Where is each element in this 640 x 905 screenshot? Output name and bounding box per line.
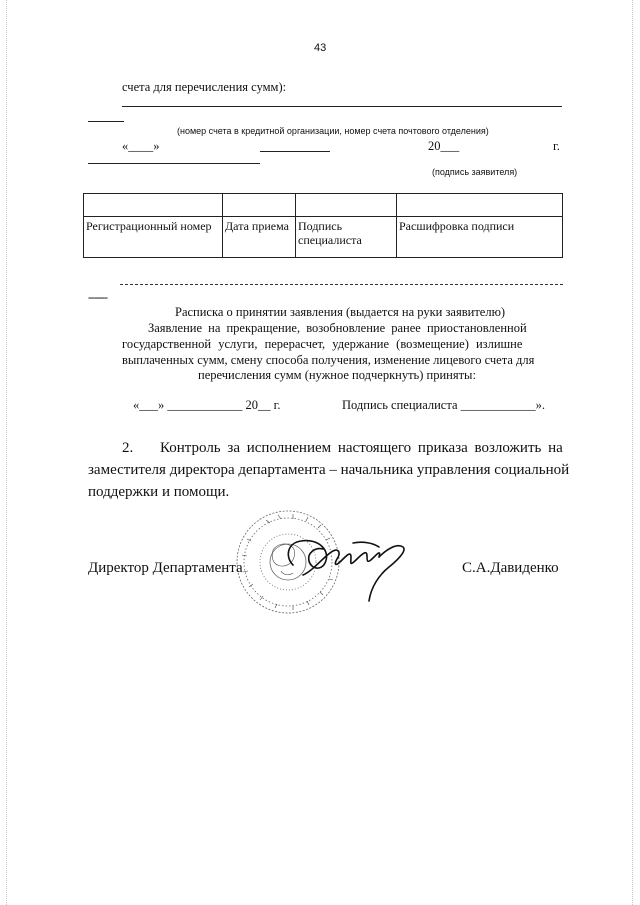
official-seal-stamp	[233, 505, 433, 620]
receipt-line-4: перечисления сумм (нужное подчеркнуть) приняты:	[198, 368, 476, 382]
page-number: 43	[314, 42, 327, 54]
table-row	[84, 194, 563, 217]
cut-line	[120, 284, 563, 285]
scan-edge-left	[6, 0, 7, 905]
year-prefix: 20___	[428, 139, 460, 153]
receipt-line-3: выплаченных сумм, смену способа получения, изменение лицевого счета для	[122, 353, 535, 367]
date-open: «____»	[122, 139, 160, 153]
receipt-line-2: государственной услуги, перерасчет, удержание (возмещение) излишне	[122, 337, 523, 351]
header-registration-number: Регистрационный номер	[84, 217, 223, 258]
clause-line-1: Контроль за исполнением настоящего приказа возложить на	[160, 440, 563, 456]
account-caption: (номер счета в кредитной организации, номер счета почтового отделения)	[177, 126, 489, 136]
receipt-date-line: «___» ____________ 20__ г.	[133, 398, 281, 412]
header-specialist-signature: Подпись специалиста	[296, 217, 397, 258]
clause-line-3: поддержки и помощи.	[88, 484, 230, 500]
director-name: С.А.Давиденко	[462, 560, 559, 576]
signature-caption: (подпись заявителя)	[432, 167, 518, 177]
header-date-received: Дата приема	[223, 217, 296, 258]
clause-line-2: заместителя директора департамента – начальника управления социальной	[88, 462, 570, 478]
accounts-line: счета для перечисления сумм):	[122, 80, 287, 94]
scan-edge-right	[632, 0, 633, 905]
account-underline-tail	[88, 121, 124, 122]
clause-number: 2.	[122, 440, 134, 456]
table-cell-empty	[296, 194, 397, 217]
header-signature-transcript: Расшифровка подписи	[397, 217, 563, 258]
table-cell-empty	[223, 194, 296, 217]
receipt-title: Расписка о принятии заявления (выдается на руки заявителю)	[175, 305, 506, 319]
director-title: Директор Департамента	[88, 560, 243, 576]
registration-table	[83, 193, 563, 258]
table-cell-empty	[397, 194, 563, 217]
table-row	[84, 217, 563, 258]
cut-line-tail: ------	[88, 290, 107, 304]
signature-underline	[88, 163, 260, 164]
table-cell-empty	[84, 194, 223, 217]
account-underline	[122, 106, 562, 107]
year-suffix: г.	[553, 139, 560, 153]
receipt-sign-line: Подпись специалиста ____________».	[342, 398, 545, 412]
receipt-line-1: Заявление на прекращение, возобновление ранее приостановленной	[148, 321, 527, 335]
month-underline	[260, 151, 330, 152]
